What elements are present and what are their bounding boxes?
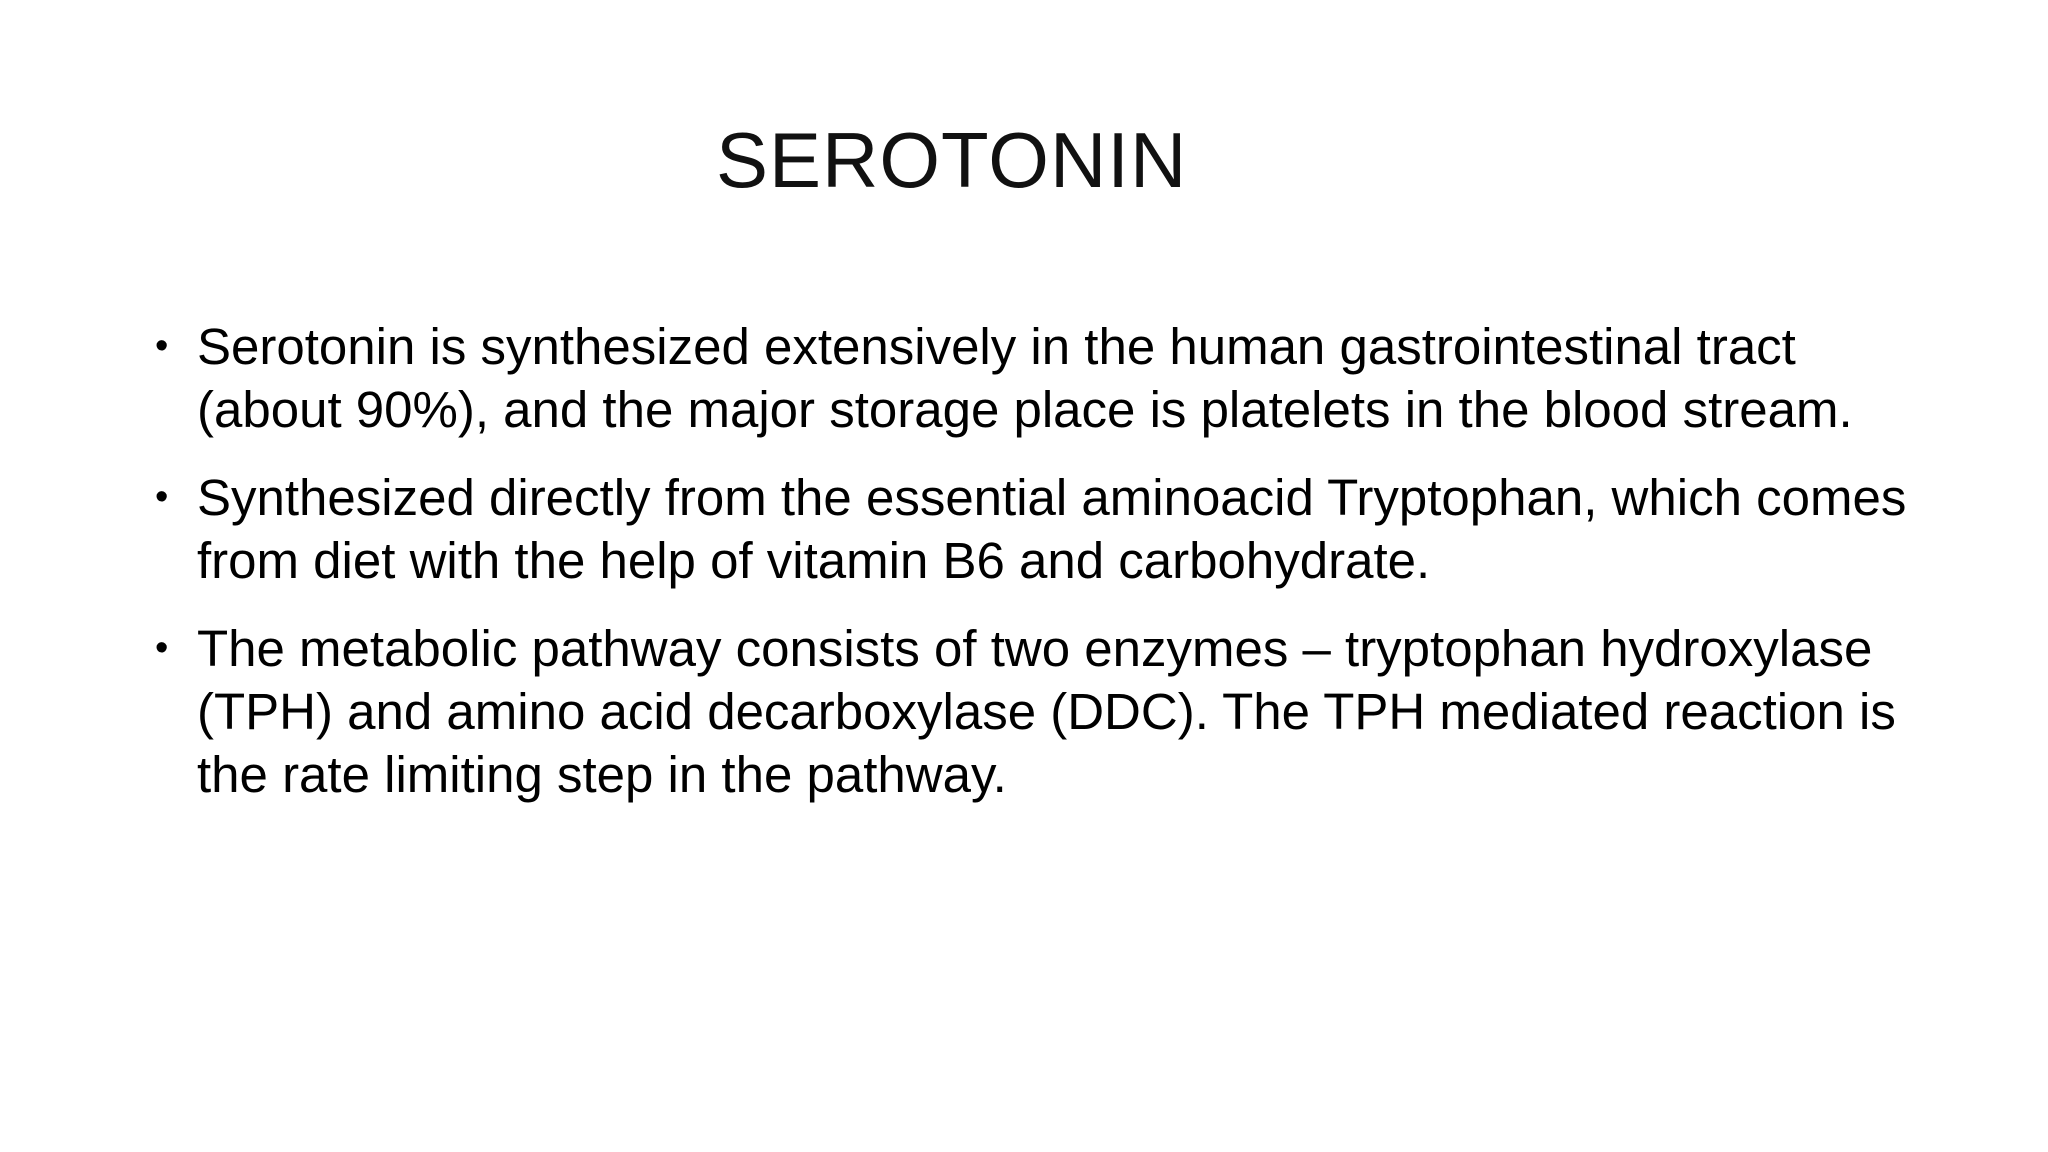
bullet-list — [155, 315, 1915, 831]
bullet-dot-icon: • — [155, 325, 169, 367]
bullet-dot-icon: • — [155, 476, 169, 518]
bullet-text: Serotonin is synthesized extensively in the human gastrointestinal tract (about 90%), and the major storage place is platelets in the blood stream. — [197, 318, 1853, 438]
bullet-dot-icon: • — [155, 627, 169, 669]
bullet-item-1 — [155, 315, 1915, 441]
slide-title: SEROTONIN — [716, 116, 1188, 204]
bullet-item-3 — [155, 617, 1915, 806]
bullet-item-2 — [155, 466, 1915, 592]
bullet-text: The metabolic pathway consists of two enzymes – tryptophan hydroxylase (TPH) and amino acid decarboxylase (DDC). The TPH mediated reaction is the rate limiting step in the pathway. — [197, 620, 1896, 803]
bullet-text: Synthesized directly from the essential aminoacid Tryptophan, which comes from diet with the help of vitamin B6 and carbohydrate. — [197, 469, 1907, 589]
